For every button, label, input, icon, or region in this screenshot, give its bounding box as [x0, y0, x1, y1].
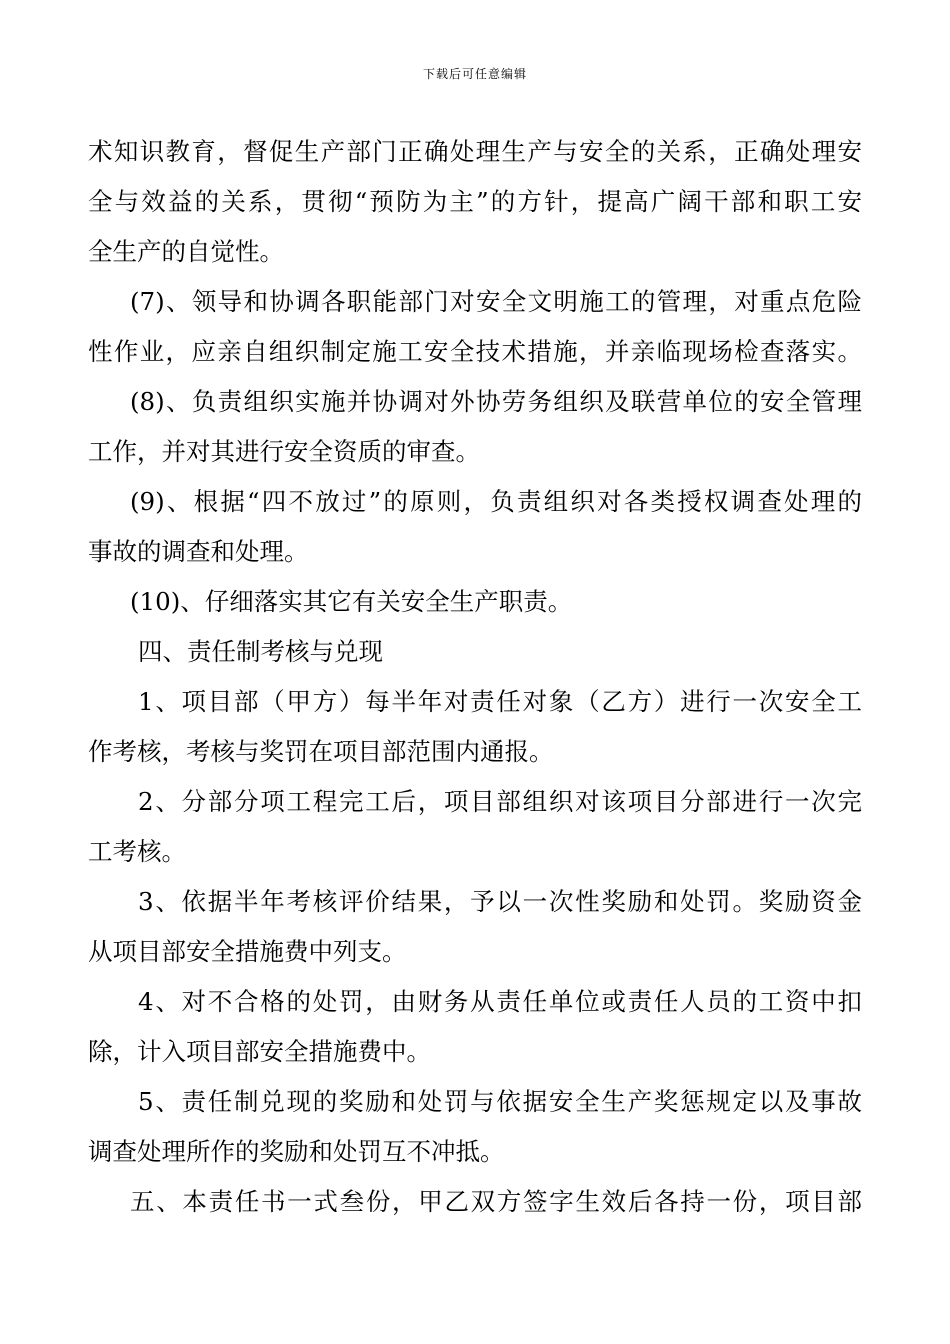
text-line: (8)、负责组织实施并协调对外协劳务组织及联营单位的安全管理	[130, 387, 862, 416]
text-line: 作考核，考核与奖罚在项目部范围内通报。	[88, 737, 554, 766]
text-line: (9)、根据“四不放过”的原则，负责组织对各类授权调查处理的	[130, 487, 862, 516]
text-line: 1、项目部（甲方）每半年对责任对象（乙方）进行一次安全工	[138, 687, 862, 716]
text-line: (10)、仔细落实其它有关安全生产职责。	[130, 587, 573, 616]
section-heading: 四、责任制考核与兑现	[138, 637, 383, 666]
text-line: 事故的调查和处理。	[88, 537, 309, 566]
section-heading: 五、本责任书一式叁份，甲乙双方签字生效后各持一份，项目部	[130, 1187, 862, 1216]
text-line: 工作，并对其进行安全资质的审查。	[88, 437, 480, 466]
document-body	[88, 127, 862, 1227]
text-line: 调查处理所作的奖励和处罚互不冲抵。	[88, 1137, 505, 1166]
text-line: 全生产的自觉性。	[88, 237, 284, 266]
text-line: 5、责任制兑现的奖励和处罚与依据安全生产奖惩规定以及事故	[138, 1087, 862, 1116]
text-line: 3、依据半年考核评价结果，予以一次性奖励和处罚。奖励资金	[138, 887, 862, 916]
text-line: 性作业，应亲自组织制定施工安全技术措施，并亲临现场检查落实。	[88, 337, 862, 366]
page-header: 下载后可任意编辑	[422, 67, 527, 81]
text-line: (7)、领导和协调各职能部门对安全文明施工的管理，对重点危险	[130, 287, 862, 316]
text-line: 工考核。	[88, 837, 186, 866]
text-line: 2、分部分项工程完工后，项目部组织对该项目分部进行一次完	[138, 787, 862, 816]
text-line: 除，计入项目部安全措施费中。	[88, 1037, 431, 1066]
text-line: 从项目部安全措施费中列支。	[88, 937, 407, 966]
text-line: 4、对不合格的处罚，由财务从责任单位或责任人员的工资中扣	[138, 987, 862, 1016]
text-line: 术知识教育，督促生产部门正确处理生产与安全的关系，正确处理安	[88, 137, 862, 166]
text-line: 全与效益的关系，贯彻“预防为主”的方针，提高广阔干部和职工安	[88, 187, 862, 216]
